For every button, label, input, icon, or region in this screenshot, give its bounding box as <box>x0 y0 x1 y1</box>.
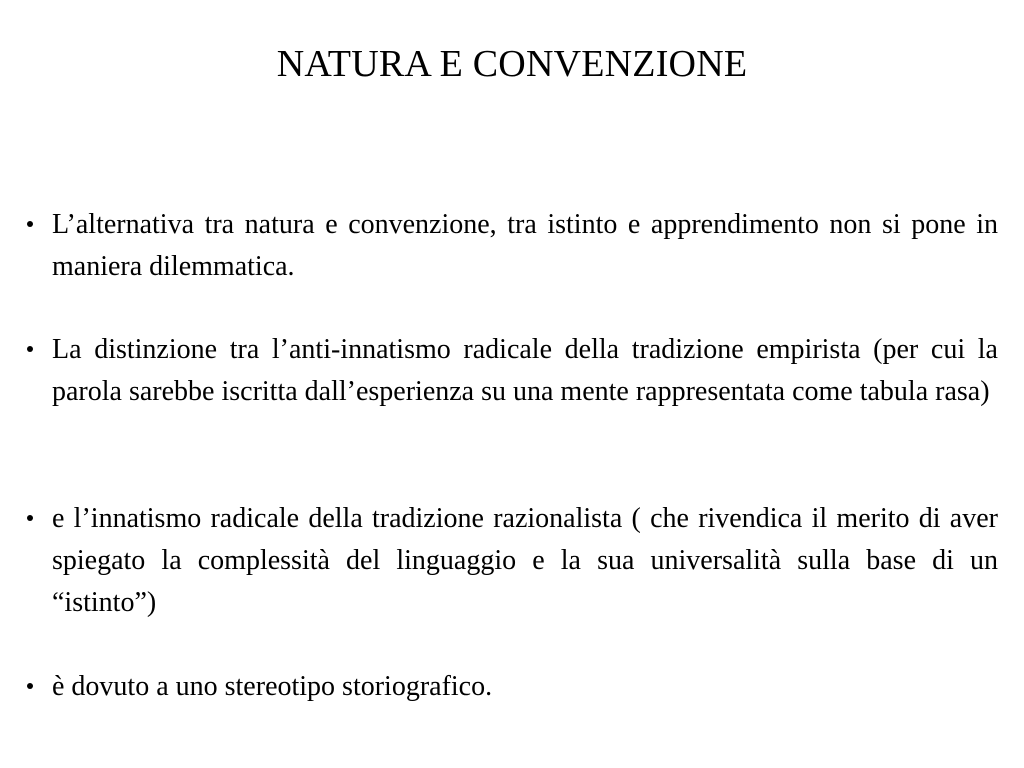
bullet-text: La distinzione tra l’anti-innatismo radicale della tradizione empirista (per cui la parola sarebbe iscritta dall’esperienza su una mente rappresentata come tabula rasa) <box>52 334 998 407</box>
slide-title: NATURA E CONVENZIONE <box>276 43 748 85</box>
bullet-icon <box>27 346 33 352</box>
bullet-text: e l’innatismo radicale della tradizione razionalista ( che rivendica il merito di aver spiegato la complessità del linguaggio e la sua universalità sulla base di un “istinto”) <box>52 503 998 618</box>
bullet-item <box>52 666 998 708</box>
bullet-item <box>52 498 998 624</box>
bullet-item <box>52 204 998 288</box>
bullet-text: L’alternativa tra natura e convenzione, tra istinto e apprendimento non si pone in maniera dilemmatica. <box>52 209 998 282</box>
bullet-icon <box>27 515 33 521</box>
bullet-icon <box>27 683 33 689</box>
bullet-item <box>52 329 998 413</box>
bullet-icon <box>27 221 33 227</box>
bullet-text: è dovuto a uno stereotipo storiografico. <box>52 671 493 702</box>
